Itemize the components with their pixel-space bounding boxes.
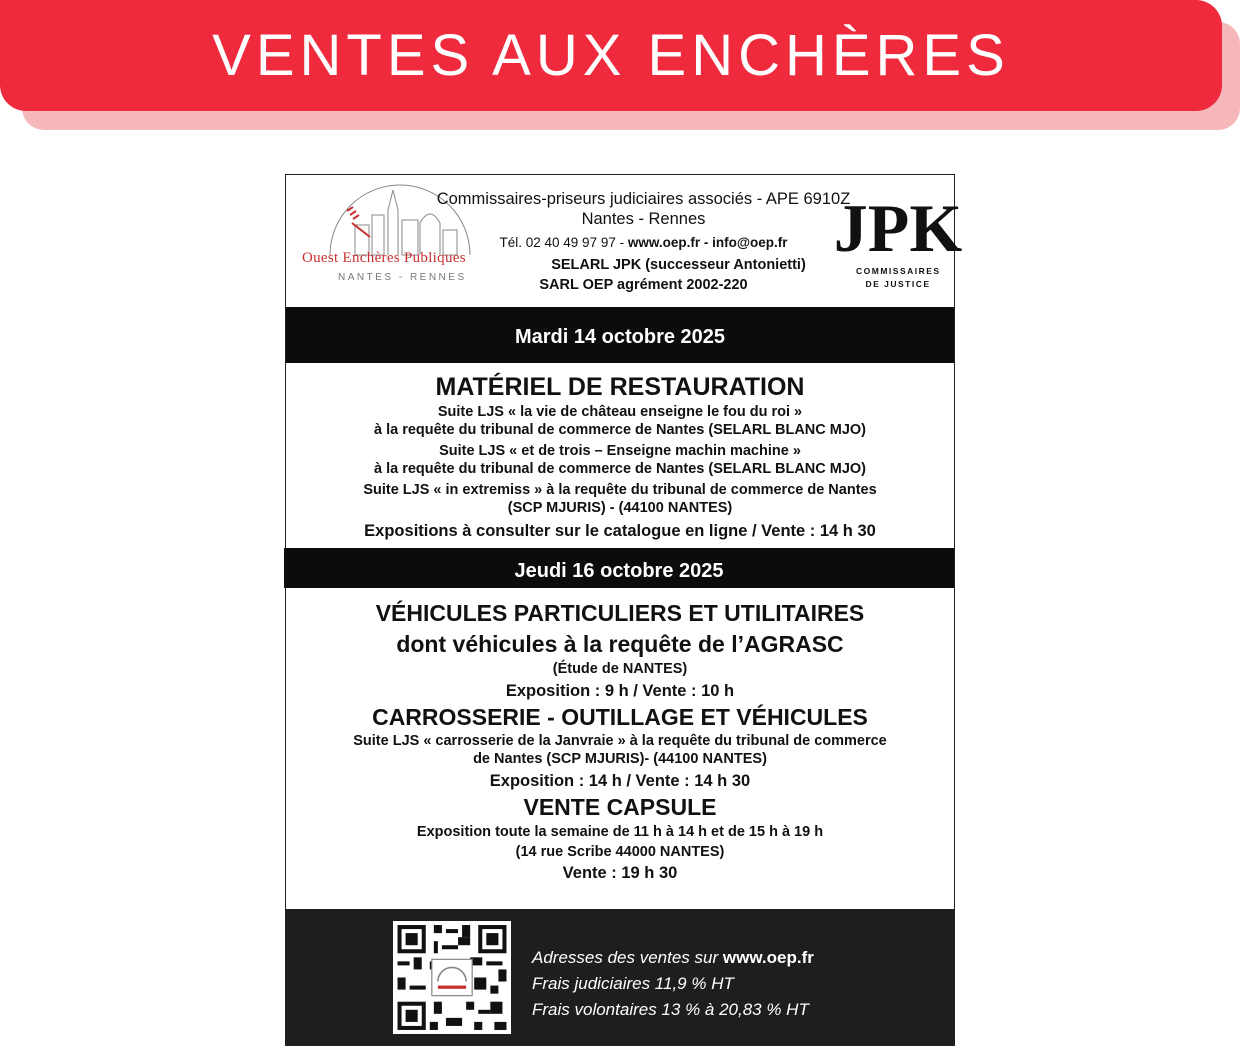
header-line-firm: Commissaires-priseurs judiciaires associés - APE 6910Z xyxy=(436,190,851,208)
sale2-block3-line: Exposition toute la semaine de 11 h à 14 h et de 15 h à 19 h xyxy=(416,824,824,840)
sale1-title: MATÉRIEL DE RESTAURATION xyxy=(435,373,805,401)
footer-address-line xyxy=(532,945,814,971)
title-banner xyxy=(0,0,1222,111)
sale2-block2-schedule: Exposition : 14 h / Vente : 14 h 30 xyxy=(489,772,751,790)
header-line-cities: Nantes - Rennes xyxy=(581,210,706,228)
contact-links[interactable]: www.oep.fr - info@oep.fr xyxy=(627,235,788,250)
sale2-block1-subtitle: dont véhicules à la requête de l’AGRASC xyxy=(396,631,844,657)
notice-footer xyxy=(286,909,954,1045)
header-line-sarl: SARL OEP agrément 2002-220 xyxy=(539,277,748,293)
oep-logo-name: Ouest Enchères Publiques xyxy=(302,250,466,266)
sale2-date-band: Jeudi 16 octobre 2025 xyxy=(284,548,954,588)
sale1-line: Suite LJS « la vie de château enseigne le fou du roi » xyxy=(437,404,803,420)
sale2-block2-line: de Nantes (SCP MJURIS)- (44100 NANTES) xyxy=(473,751,767,767)
sale2-block3-line: (14 rue Scribe 44000 NANTES) xyxy=(515,844,725,860)
oep-logo-city: NANTES - RENNES xyxy=(338,272,467,283)
sale2-section xyxy=(286,588,954,884)
notice-header xyxy=(286,175,963,307)
sale1-line: à la requête du tribunal de commerce de Nantes (SELARL BLANC MJO) xyxy=(373,461,867,477)
jpk-logo xyxy=(833,181,963,291)
header-line-contact xyxy=(426,231,861,255)
sale2-block3-title: VENTE CAPSULE xyxy=(523,794,717,820)
sale1-section xyxy=(286,363,954,542)
sale2-block2-line: Suite LJS « carrosserie de la Janvraie » à la requête du tribunal de commerce xyxy=(353,733,887,749)
sale2-block1-schedule: Exposition : 9 h / Vente : 10 h xyxy=(505,682,735,700)
sale1-line: Suite LJS « et de trois – Enseigne machin machine » xyxy=(439,443,801,459)
sale2-block3-schedule: Vente : 19 h 30 xyxy=(562,864,678,882)
jpk-caption-2: DE JUSTICE xyxy=(865,279,931,289)
page-title: VENTES AUX ENCHÈRES xyxy=(212,23,1010,88)
footer-website-link[interactable]: www.oep.fr xyxy=(722,948,814,967)
sale1-line: à la requête du tribunal de commerce de Nantes (SELARL BLANC MJO) xyxy=(373,422,867,438)
sale1-date-band: Mardi 14 octobre 2025 xyxy=(286,307,954,363)
sale1-line: (SCP MJURIS) - (44100 NANTES) xyxy=(507,500,733,516)
qr-code[interactable] xyxy=(393,921,511,1034)
auction-notice xyxy=(285,174,963,1046)
sale2-block1-title: VÉHICULES PARTICULIERS ET UTILITAIRES xyxy=(375,600,865,626)
phone-text: Tél. 02 40 49 97 97 - xyxy=(499,235,628,250)
footer-address-prefix: Adresses des ventes sur xyxy=(532,948,723,967)
jpk-caption-1: COMMISSAIRES xyxy=(856,266,941,276)
sale1-line: Suite LJS « in extremiss » à la requête du tribunal de commerce de Nantes xyxy=(363,482,877,498)
header-info xyxy=(426,189,861,295)
footer-fees-voluntary: Frais volontaires 13 % à 20,83 % HT xyxy=(532,1000,809,1019)
footer-info xyxy=(532,945,814,1023)
jpk-logo-mark xyxy=(833,181,963,266)
sale2-block2-title: CARROSSERIE - OUTILLAGE ET VÉHICULES xyxy=(372,704,868,730)
footer-fees-judicial: Frais judiciaires 11,9 % HT xyxy=(532,974,734,993)
header-line-selarl: SELARL JPK (successeur Antonietti) xyxy=(551,257,806,273)
sale1-schedule: Expositions à consulter sur le catalogue en ligne / Vente : 14 h 30 xyxy=(364,522,876,540)
sale2-block1-study: (Étude de NANTES) xyxy=(552,661,688,677)
svg-text:JPK: JPK xyxy=(833,190,963,266)
